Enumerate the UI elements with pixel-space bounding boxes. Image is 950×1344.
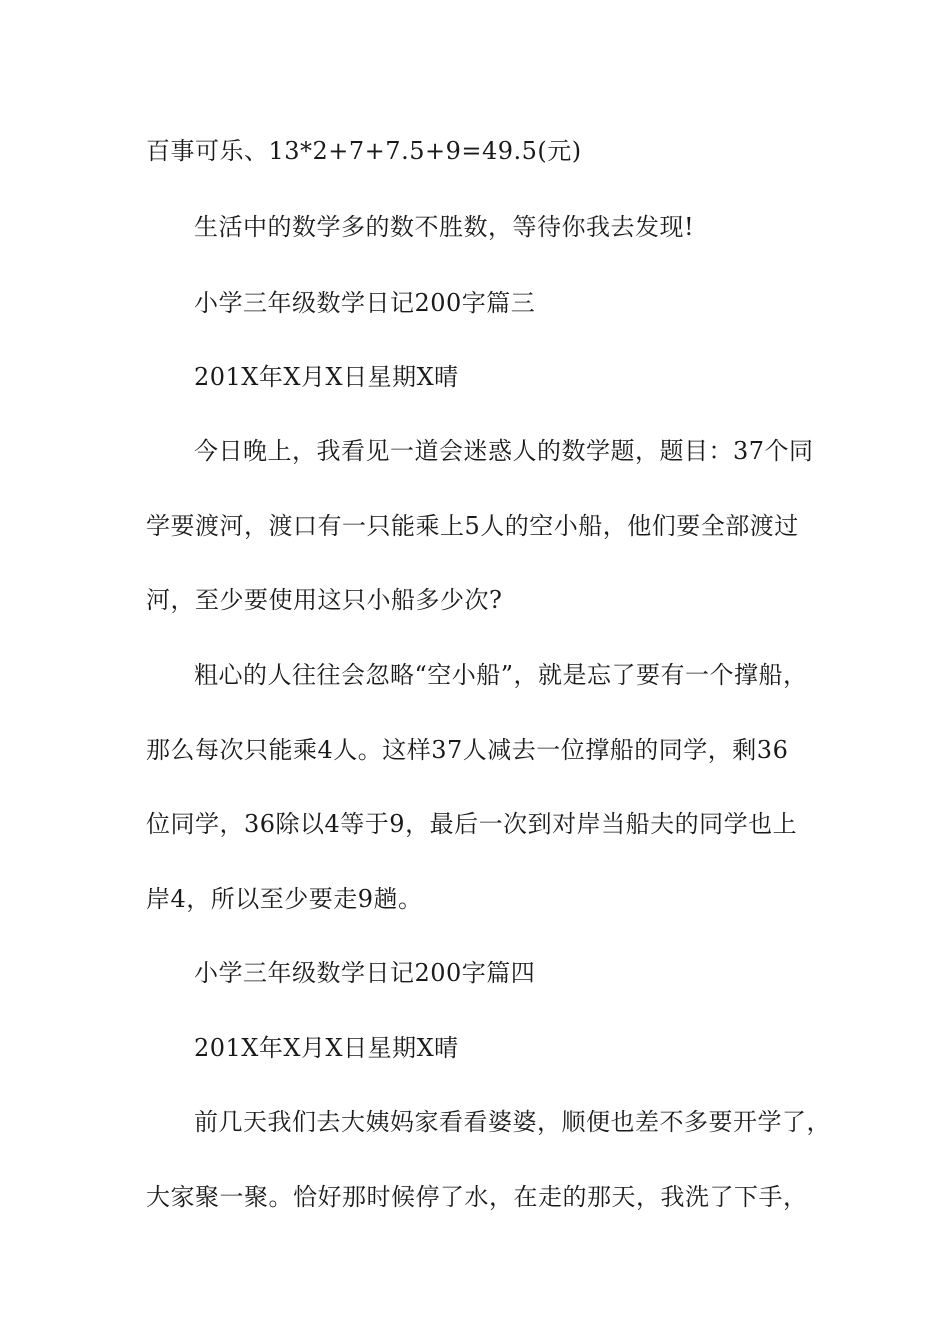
text-line-receipt-total: 百事可乐、13*2+7+7.5+9=49.5(元) xyxy=(146,137,582,165)
paragraph-line: 位同学，36除以4等于9，最后一次到对岸当船夫的同学也上 xyxy=(146,810,798,838)
paragraph-line: 大家聚一聚。恰好那时候停了水，在走的那天，我洗了下手， xyxy=(146,1183,808,1211)
paragraph-line: 那么每次只能乘4人。这样37人减去一位撑船的同学，剩36 xyxy=(146,736,789,764)
paragraph-line: 粗心的人往往会忽略“空小船”，就是忘了要有一个撑船， xyxy=(194,661,808,689)
section-heading-part-three: 小学三年级数学日记200字篇三 xyxy=(194,289,536,317)
date-line-part-four: 201X年X月X日星期X晴 xyxy=(194,1034,459,1062)
text-line-conclusion: 生活中的数学多的数不胜数，等待你我去发现! xyxy=(194,213,695,241)
paragraph-line: 学要渡河，渡口有一只能乘上5人的空小船，他们要全部渡过 xyxy=(146,512,799,540)
paragraph-line: 河，至少要使用这只小船多少次? xyxy=(146,586,503,614)
date-line-part-three: 201X年X月X日星期X晴 xyxy=(194,363,459,391)
paragraph-line: 岸4，所以至少要走9趟。 xyxy=(146,885,423,913)
paragraph-line: 今日晚上，我看见一道会迷惑人的数学题，题目：37个同 xyxy=(194,437,814,465)
section-heading-part-four: 小学三年级数学日记200字篇四 xyxy=(194,959,536,987)
paragraph-line: 前几天我们去大姨妈家看看婆婆，顺便也差不多要开学了， xyxy=(194,1108,831,1136)
